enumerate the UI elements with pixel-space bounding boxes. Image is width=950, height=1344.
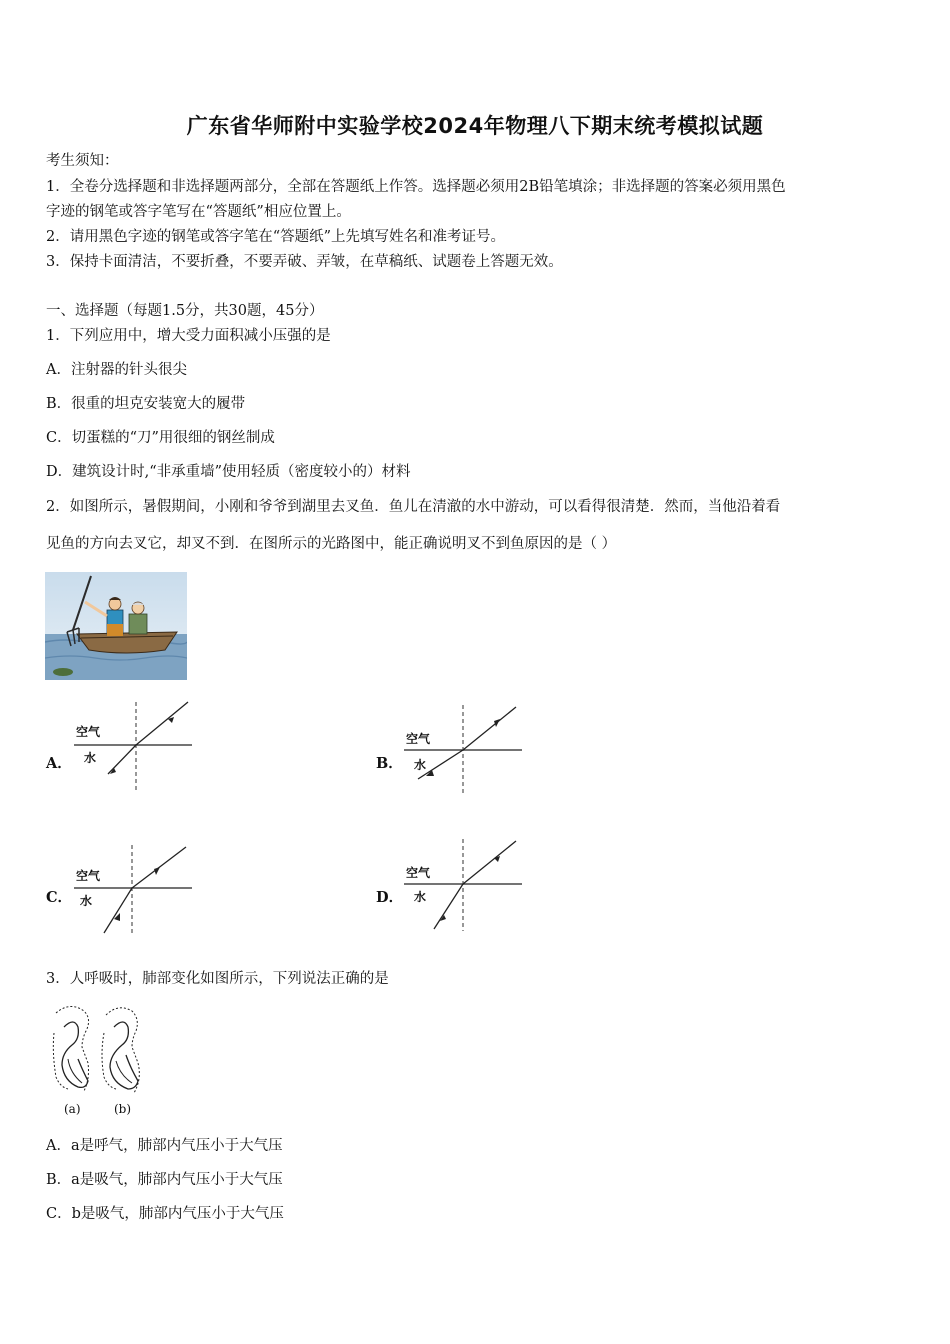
water-label: 水 (80, 894, 93, 908)
q1-option-b: B．很重的坦克安装宽大的履带 (46, 396, 246, 412)
q2-stem-line2: 见鱼的方向去叉它，却叉不到．在图所示的光路图中，能正确说明叉不到鱼原因的是（ ） (46, 536, 617, 552)
q3-stem: 3．人呼吸时，肺部变化如图所示，下列说法正确的是 (46, 971, 389, 987)
notice-line-3: 2．请用黑色字迹的钢笔或答字笔在“答题纸”上先填写姓名和准考证号。 (46, 229, 506, 245)
q3-option-b: B．a是吸气，肺部内气压小于大气压 (46, 1172, 283, 1188)
q2-option-a-diagram (70, 700, 195, 794)
notice-heading: 考生须知： (46, 153, 119, 169)
air-label: 空气 (76, 869, 101, 883)
q2-option-d-label: D． (376, 889, 404, 906)
q1-option-a: A．注射器的针头很尖 (46, 362, 187, 378)
fig-label-b: (b) (114, 1102, 132, 1116)
fishing-boat-illustration (45, 572, 187, 680)
air-label: 空气 (76, 725, 101, 739)
q3-option-a: A．a是呼气，肺部内气压小于大气压 (46, 1138, 283, 1154)
notice-line-2: 字迹的钢笔或答字笔写在“答题纸”相应位置上。 (46, 204, 351, 220)
q1-stem: 1．下列应用中，增大受力面积减小压强的是 (46, 328, 331, 344)
notice-line-1: 1．全卷分选择题和非选择题两部分，全部在答题纸上作答。选择题必须用2B铅笔填涂；非选择题的答案必须用黑色 (46, 179, 786, 195)
page-title: 广东省华师附中实验学校2024年物理八下期末统考模拟试题 (186, 114, 764, 138)
q2-option-a-label: A． (46, 755, 72, 772)
water-label: 水 (414, 890, 427, 904)
q2-option-c-diagram (70, 843, 195, 935)
q2-stem-line1: 2．如图所示，暑假期间，小刚和爷爷到湖里去叉鱼．鱼儿在清澈的水中游动，可以看得很清楚．然而，当他沿着看 (46, 499, 781, 515)
q1-option-d: D．建筑设计时,“非承重墙”使用轻质（密度较小的）材料 (46, 464, 411, 480)
q2-option-b-label: B． (376, 755, 403, 772)
air-label: 空气 (406, 732, 431, 746)
section-heading: 一、选择题（每题1.5分，共30题，45分） (46, 303, 324, 319)
q1-option-c: C．切蛋糕的“刀”用很细的钢丝制成 (46, 430, 275, 446)
air-label: 空气 (406, 866, 431, 880)
fig-label-a: (a) (64, 1102, 81, 1116)
q2-option-b-diagram (400, 703, 525, 795)
q2-option-c-label: C． (46, 889, 73, 906)
q3-option-c: C．b是吸气，肺部内气压小于大气压 (46, 1206, 284, 1222)
water-label: 水 (84, 751, 97, 765)
notice-line-4: 3．保持卡面清洁，不要折叠，不要弄破、弄皱，在草稿纸、试题卷上答题无效。 (46, 254, 563, 270)
q2-option-d-diagram (400, 837, 525, 933)
water-label: 水 (414, 758, 427, 772)
lung-diagram (48, 1003, 148, 1121)
